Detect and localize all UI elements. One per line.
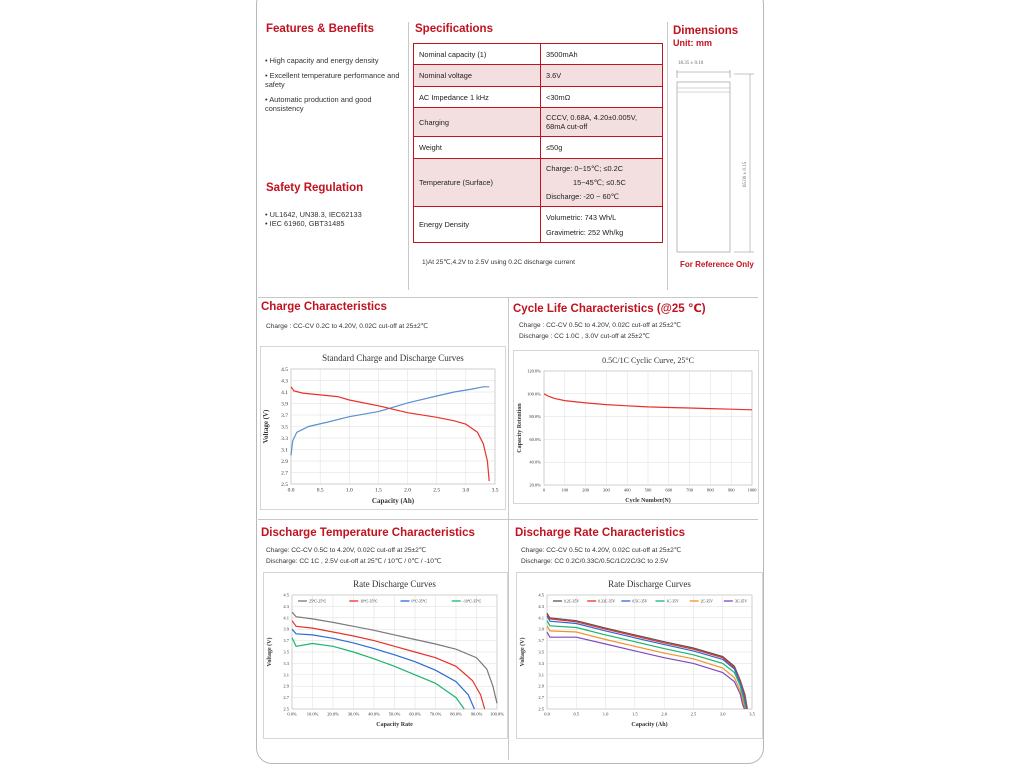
- safety-item: • IEC 61960, GBT31485: [265, 219, 345, 228]
- x-tick-label: 60.0%: [409, 711, 421, 717]
- feature-item: • Automatic production and good consistency: [265, 95, 372, 113]
- x-tick-label: 1.0: [602, 711, 609, 717]
- x-tick-label: 0.0%: [287, 711, 297, 717]
- x-tick-label: 2.0: [404, 487, 412, 494]
- features-list: [265, 56, 405, 113]
- x-tick-label: 3.0: [462, 487, 470, 494]
- y-tick-label: 2.9: [281, 458, 288, 465]
- y-tick-label: 60.0%: [529, 436, 541, 442]
- drate-chart: [516, 572, 763, 739]
- x-tick-label: 90.0%: [470, 711, 483, 717]
- y-tick-label: 3.9: [281, 401, 288, 408]
- y-tick-label: 2.5: [281, 481, 288, 488]
- x-tick-label: 40.0%: [368, 711, 380, 717]
- x-tick-label: 3.0: [719, 711, 726, 717]
- x-tick-label: 100: [561, 487, 569, 493]
- reference-note: For Reference Only: [680, 260, 754, 269]
- y-tick-label: 2.5: [283, 706, 289, 712]
- specs-table-wrap: [413, 43, 663, 243]
- x-tick-label: 700: [686, 487, 693, 493]
- x-axis-label: Capacity (Ah): [631, 722, 668, 728]
- x-axis-label: Capacity (Ah): [371, 497, 415, 505]
- dtemp-chart: [263, 572, 508, 739]
- chart-title: 0.5C/1C Cyclic Curve, 25°C: [602, 356, 694, 365]
- y-tick-label: 2.7: [281, 470, 288, 477]
- chart-title: Rate Discharge Curves: [353, 579, 436, 589]
- features-heading: Features & Benefits: [266, 23, 375, 35]
- cycle-heading: Cycle Life Characteristics (@25 ℃): [513, 303, 706, 315]
- x-tick-label: 0: [542, 487, 546, 493]
- x-axis-label: Capacity Rate: [376, 722, 413, 728]
- x-tick-label: 500: [644, 487, 652, 493]
- x-tick-label: 2.5: [433, 487, 441, 494]
- y-axis-label: Voltage (V): [262, 409, 270, 444]
- y-tick-label: 3.7: [283, 638, 289, 644]
- table-row: Charging CCCV, 0.68A, 4.20±0.005V, 68mA cut-off: [414, 108, 663, 137]
- y-tick-label: 2.5: [538, 706, 544, 712]
- x-tick-label: 1.5: [374, 487, 382, 494]
- y-tick-label: 3.7: [281, 412, 288, 419]
- legend-label: 0.5C-35V: [632, 599, 648, 604]
- x-tick-label: 3.5: [749, 711, 755, 717]
- x-tick-label: 300: [603, 487, 610, 493]
- divider: [667, 22, 668, 290]
- safety-heading: Safety Regulation: [266, 182, 364, 194]
- divider: [508, 298, 509, 760]
- x-tick-label: 1.0: [345, 487, 353, 494]
- x-tick-label: 0.5: [316, 487, 324, 494]
- safety-item: • UL1642, UN38.3, IEC62133: [265, 210, 362, 219]
- x-tick-label: 3.5: [491, 487, 499, 494]
- y-tick-label: 3.5: [538, 649, 544, 655]
- y-tick-label: 40.0%: [529, 459, 541, 465]
- x-tick-label: 600: [665, 487, 673, 493]
- dimensions-unit: Unit: mm: [673, 38, 712, 48]
- x-tick-label: 800: [707, 487, 714, 493]
- legend-label: 3C-35V: [734, 599, 748, 604]
- y-tick-label: 3.3: [281, 435, 288, 442]
- height-label: 65.00 ± 0.15: [743, 161, 748, 187]
- y-axis-label: Voltage (V): [520, 637, 526, 667]
- x-tick-label: 200: [582, 487, 589, 493]
- y-tick-label: 4.3: [538, 603, 544, 609]
- y-tick-label: 2.7: [283, 695, 289, 701]
- x-tick-label: 900: [727, 487, 735, 493]
- y-tick-label: 100.0%: [527, 391, 541, 397]
- divider: [408, 22, 409, 290]
- y-axis-label: Capacity Retention: [517, 403, 523, 453]
- cycle-chart: [513, 350, 759, 504]
- y-tick-label: 4.5: [538, 592, 544, 598]
- y-tick-label: 3.1: [283, 672, 289, 678]
- charge-desc: Charge : CC-CV 0.2C to 4.20V, 0.02C cut-off at 25±2℃: [266, 323, 429, 330]
- x-tick-label: 2.0: [661, 711, 667, 717]
- x-tick-label: 50.0%: [388, 711, 401, 717]
- charge-chart: [260, 346, 506, 510]
- specs-footnote: 1)At 25℃,4.2V to 2.5V using 0.2C discharge current: [422, 259, 575, 266]
- y-tick-label: 3.3: [538, 660, 544, 666]
- diameter-label: 18.35 ± 0.10: [678, 61, 704, 66]
- y-tick-label: 120.0%: [527, 368, 541, 374]
- x-tick-label: 400: [623, 487, 631, 493]
- y-tick-label: 4.5: [281, 366, 288, 373]
- x-tick-label: 70.0%: [429, 711, 442, 717]
- feature-item: • High capacity and energy density: [265, 56, 379, 65]
- x-tick-label: 20.0%: [327, 711, 339, 717]
- cycle-desc: Charge : CC-CV 0.5C to 4.20V, 0.02C cut-off at 25±2℃: [519, 322, 682, 329]
- x-tick-label: 1.5: [632, 711, 638, 717]
- charge-heading: Charge Characteristics: [261, 301, 387, 313]
- y-tick-label: 4.1: [283, 615, 289, 621]
- x-tick-label: 2.5: [690, 711, 697, 717]
- legend-label: 0.2C-35V: [564, 599, 580, 604]
- dtemp-desc: Charge: CC-CV 0.5C to 4.20V, 0.02C cut-off at 25±2℃: [266, 547, 427, 554]
- table-row: Energy Density Volumetric: 743 Wh/L Gravimetric: 252 Wh/kg: [414, 207, 663, 243]
- drate-desc: Discharge: CC 0.2C/0.33C/0.5C/1C/2C/3C to 2.5V: [521, 558, 669, 565]
- y-tick-label: 3.5: [281, 424, 288, 431]
- y-tick-label: 3.5: [283, 649, 289, 655]
- legend-label: 25℃-25℃: [309, 599, 327, 604]
- y-tick-label: 3.9: [538, 626, 544, 632]
- y-tick-label: 4.1: [281, 389, 288, 396]
- legend-label: 0℃-35℃: [411, 599, 427, 604]
- y-tick-label: 20.0%: [529, 482, 541, 488]
- x-tick-label: 100.0%: [490, 711, 504, 717]
- chart-title: Standard Charge and Discharge Curves: [322, 353, 464, 363]
- table-row: Nominal capacity (1) 3500mAh: [414, 44, 663, 65]
- dtemp-desc: Discharge: CC 1C , 2.5V cut-off at 25℃ / 10℃ / 0℃ / -10℃: [266, 558, 442, 565]
- table-row: Weight ≤50g: [414, 137, 663, 159]
- y-tick-label: 4.3: [283, 603, 289, 609]
- x-axis-label: Cycle Number(N): [625, 498, 671, 503]
- y-tick-label: 3.7: [538, 638, 544, 644]
- y-tick-label: 3.9: [283, 626, 289, 632]
- specs-table: [413, 43, 663, 243]
- y-tick-label: 3.1: [281, 447, 288, 454]
- x-tick-label: 10.0%: [306, 711, 319, 717]
- legend-label: -10℃-35℃: [462, 599, 482, 604]
- legend-label: 10℃-35℃: [360, 599, 378, 604]
- divider: [258, 519, 758, 520]
- safety-list: [265, 210, 405, 228]
- y-tick-label: 4.5: [283, 592, 289, 598]
- y-tick-label: 4.1: [538, 615, 544, 621]
- y-tick-label: 2.7: [538, 695, 544, 701]
- drate-desc: Charge: CC-CV 0.5C to 4.20V, 0.02C cut-off at 25±2℃: [521, 547, 682, 554]
- x-tick-label: 0.0: [544, 711, 550, 717]
- table-row: Nominal voltage 3.6V: [414, 65, 663, 87]
- legend-label: 2C-35V: [700, 599, 713, 604]
- y-tick-label: 3.3: [283, 660, 289, 666]
- x-tick-label: 0.5: [573, 711, 580, 717]
- y-tick-label: 2.9: [283, 683, 289, 689]
- table-row: AC Impedance 1 kHz <30mΩ: [414, 87, 663, 108]
- y-tick-label: 2.9: [538, 683, 544, 689]
- x-tick-label: 1000: [747, 487, 757, 493]
- legend-label: 1C-35V: [666, 599, 679, 604]
- y-tick-label: 80.0%: [529, 414, 541, 420]
- x-tick-label: 0.0: [287, 487, 295, 494]
- y-axis-label: Voltage (V): [267, 637, 273, 667]
- specs-heading: Specifications: [415, 23, 493, 35]
- dimensions-heading: Dimensions: [673, 25, 739, 37]
- y-tick-label: 4.3: [281, 378, 288, 385]
- feature-item: • Excellent temperature performance and safety: [265, 71, 400, 89]
- dtemp-heading: Discharge Temperature Characteristics: [261, 527, 475, 539]
- x-tick-label: 30.0%: [347, 711, 360, 717]
- cycle-desc: Discharge : CC 1.0C , 3.0V cut-off at 25±2℃: [519, 333, 650, 340]
- table-row: Temperature (Surface) Charge: 0~15℃; ≤0.2C 15~45℃; ≤0.5C Discharge: -20 ~ 60℃: [414, 159, 663, 207]
- x-tick-label: 80.0%: [450, 711, 462, 717]
- dimension-drawing: [670, 52, 765, 257]
- y-tick-label: 3.1: [538, 672, 544, 678]
- chart-title: Rate Discharge Curves: [608, 579, 691, 589]
- drate-heading: Discharge Rate Characteristics: [515, 527, 686, 539]
- legend-label: 0.33C-35V: [598, 599, 616, 604]
